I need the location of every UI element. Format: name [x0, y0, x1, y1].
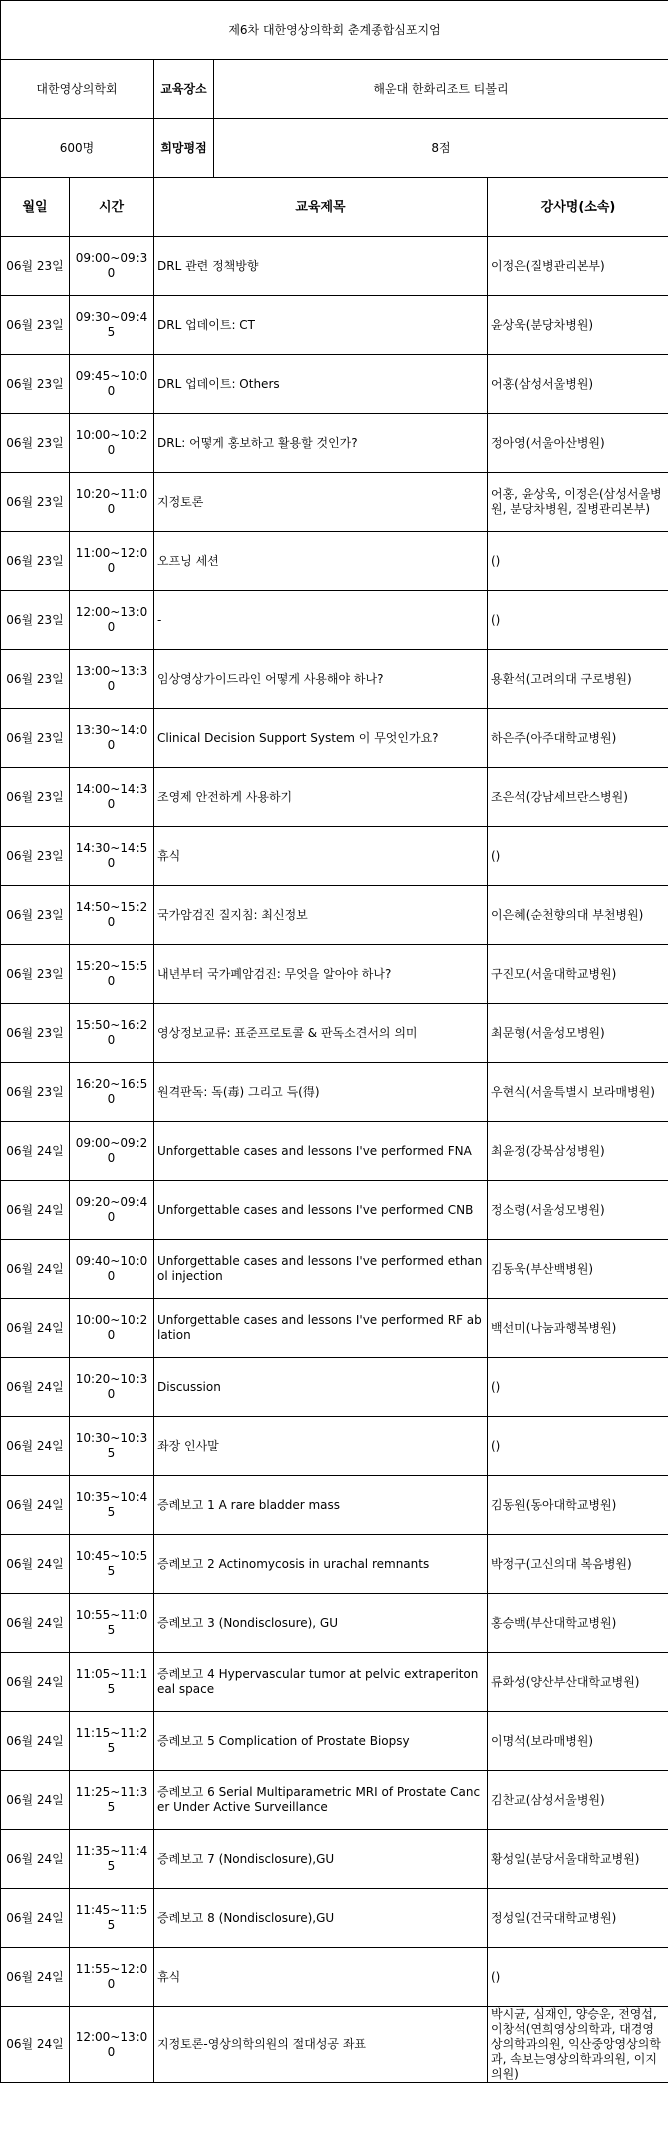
- schedule-body: [1, 237, 668, 2083]
- row-subject: 증례보고 8 (Nondisclosure),GU: [154, 1889, 488, 1948]
- row-date: 06월 24일: [1, 1889, 70, 1948]
- row-subject: 증례보고 2 Actinomycosis in urachal remnants: [154, 1535, 488, 1594]
- row-subject: 지정토론: [154, 473, 488, 532]
- row-speaker: (): [488, 1358, 668, 1417]
- table-row: [1, 1476, 668, 1535]
- organizer: 대한영상의학회: [1, 60, 154, 119]
- row-speaker: 백선미(나눔과행복병원): [488, 1299, 668, 1358]
- row-time: 12:00~13:00: [70, 2007, 154, 2083]
- row-date: 06월 24일: [1, 1122, 70, 1181]
- row-subject: 증례보고 7 (Nondisclosure),GU: [154, 1830, 488, 1889]
- row-date: 06월 24일: [1, 1948, 70, 2007]
- row-time: 10:20~11:00: [70, 473, 154, 532]
- row-speaker: 이은혜(순천향의대 부천병원): [488, 886, 668, 945]
- row-speaker: 최윤정(강북삼성병원): [488, 1122, 668, 1181]
- row-date: 06월 24일: [1, 1712, 70, 1771]
- row-speaker: 박정구(고신의대 복음병원): [488, 1535, 668, 1594]
- row-subject: Discussion: [154, 1358, 488, 1417]
- row-subject: 조영제 안전하게 사용하기: [154, 768, 488, 827]
- row-time: 15:50~16:20: [70, 1004, 154, 1063]
- row-subject: Unforgettable cases and lessons I've performed RF ablation: [154, 1299, 488, 1358]
- row-speaker: 정성일(건국대학교병원): [488, 1889, 668, 1948]
- table-row: [1, 1240, 668, 1299]
- row-time: 10:45~10:55: [70, 1535, 154, 1594]
- table-row: [1, 1063, 668, 1122]
- row-date: 06월 23일: [1, 355, 70, 414]
- row-speaker: 황성일(분당서울대학교병원): [488, 1830, 668, 1889]
- score: 8점: [214, 119, 668, 178]
- table-row: [1, 414, 668, 473]
- row-speaker: 어홍, 윤상욱, 이정은(삼성서울병원, 분당차병원, 질병관리본부): [488, 473, 668, 532]
- row-time: 10:20~10:30: [70, 1358, 154, 1417]
- page-title: 제6차 대한영상의학회 춘계종합심포지엄: [1, 1, 668, 60]
- row-time: 13:30~14:00: [70, 709, 154, 768]
- row-subject: Unforgettable cases and lessons I've performed FNA: [154, 1122, 488, 1181]
- row-date: 06월 24일: [1, 1771, 70, 1830]
- row-subject: 증례보고 1 A rare bladder mass: [154, 1476, 488, 1535]
- row-subject: 증례보고 5 Complication of Prostate Biopsy: [154, 1712, 488, 1771]
- row-subject: 휴식: [154, 1948, 488, 2007]
- row-time: 11:45~11:55: [70, 1889, 154, 1948]
- column-header-time: 시간: [70, 178, 154, 237]
- row-date: 06월 24일: [1, 1417, 70, 1476]
- table-row: [1, 296, 668, 355]
- row-subject: 증례보고 3 (Nondisclosure), GU: [154, 1594, 488, 1653]
- row-time: 14:00~14:30: [70, 768, 154, 827]
- row-speaker: 정아영(서울아산병원): [488, 414, 668, 473]
- row-subject: DRL 관련 정책방향: [154, 237, 488, 296]
- table-row: [1, 1653, 668, 1712]
- row-speaker: 이정은(질병관리본부): [488, 237, 668, 296]
- row-date: 06월 23일: [1, 827, 70, 886]
- row-time: 11:15~11:25: [70, 1712, 154, 1771]
- row-subject: 원격판독: 독(毒) 그리고 득(得): [154, 1063, 488, 1122]
- table-row: [1, 1830, 668, 1889]
- row-speaker: 김동욱(부산백병원): [488, 1240, 668, 1299]
- row-speaker: 용환석(고려의대 구로병원): [488, 650, 668, 709]
- row-date: 06월 24일: [1, 1476, 70, 1535]
- table-row: [1, 1712, 668, 1771]
- row-subject: Unforgettable cases and lessons I've performed CNB: [154, 1181, 488, 1240]
- row-time: 09:20~09:40: [70, 1181, 154, 1240]
- row-subject: -: [154, 591, 488, 650]
- table-row: [1, 945, 668, 1004]
- venue-row: [1, 60, 668, 119]
- row-date: 06월 24일: [1, 1181, 70, 1240]
- table-row: [1, 1889, 668, 1948]
- row-time: 14:30~14:50: [70, 827, 154, 886]
- row-time: 12:00~13:00: [70, 591, 154, 650]
- table-row: [1, 473, 668, 532]
- row-time: 09:45~10:00: [70, 355, 154, 414]
- score-row: [1, 119, 668, 178]
- row-subject: DRL 업데이트: Others: [154, 355, 488, 414]
- row-date: 06월 23일: [1, 945, 70, 1004]
- table-row: [1, 532, 668, 591]
- row-speaker: 구진모(서울대학교병원): [488, 945, 668, 1004]
- row-time: 13:00~13:30: [70, 650, 154, 709]
- row-time: 09:40~10:00: [70, 1240, 154, 1299]
- row-speaker: 홍승백(부산대학교병원): [488, 1594, 668, 1653]
- row-time: 10:55~11:05: [70, 1594, 154, 1653]
- row-speaker: (): [488, 591, 668, 650]
- schedule-table: [0, 177, 668, 2083]
- row-subject: Clinical Decision Support System 이 무엇인가요?: [154, 709, 488, 768]
- row-speaker: 윤상욱(분당차병원): [488, 296, 668, 355]
- table-row: [1, 591, 668, 650]
- column-header-subject: 교육제목: [154, 178, 488, 237]
- row-speaker: 하은주(아주대학교병원): [488, 709, 668, 768]
- row-speaker: (): [488, 827, 668, 886]
- title-row: [1, 1, 668, 60]
- table-row: [1, 1594, 668, 1653]
- table-row: [1, 886, 668, 945]
- table-row: [1, 1181, 668, 1240]
- attendance: 600명: [1, 119, 154, 178]
- row-speaker: 김찬교(삼성서울병원): [488, 1771, 668, 1830]
- row-speaker: 류화성(양산부산대학교병원): [488, 1653, 668, 1712]
- row-speaker: 조은석(강남세브란스병원): [488, 768, 668, 827]
- row-date: 06월 23일: [1, 237, 70, 296]
- table-row: [1, 768, 668, 827]
- table-row: [1, 1771, 668, 1830]
- table-row: [1, 1299, 668, 1358]
- row-subject: DRL: 어떻게 홍보하고 활용할 것인가?: [154, 414, 488, 473]
- row-date: 06월 24일: [1, 1535, 70, 1594]
- row-subject: 오프닝 세션: [154, 532, 488, 591]
- column-header-row: [1, 178, 668, 237]
- table-row: [1, 1535, 668, 1594]
- row-time: 10:35~10:45: [70, 1476, 154, 1535]
- table-row: [1, 1004, 668, 1063]
- row-speaker: 김동원(동아대학교병원): [488, 1476, 668, 1535]
- row-time: 10:30~10:35: [70, 1417, 154, 1476]
- row-speaker: 우현식(서울특별시 보라매병원): [488, 1063, 668, 1122]
- symposium-table: [0, 0, 668, 178]
- row-time: 09:00~09:20: [70, 1122, 154, 1181]
- row-date: 06월 23일: [1, 532, 70, 591]
- row-date: 06월 24일: [1, 2007, 70, 2083]
- row-date: 06월 23일: [1, 886, 70, 945]
- row-date: 06월 23일: [1, 709, 70, 768]
- row-speaker: (): [488, 1948, 668, 2007]
- row-subject: 휴식: [154, 827, 488, 886]
- row-speaker: 최문형(서울성모병원): [488, 1004, 668, 1063]
- venue-label: 교육장소: [154, 60, 214, 119]
- table-row: [1, 355, 668, 414]
- row-subject: DRL 업데이트: CT: [154, 296, 488, 355]
- row-date: 06월 23일: [1, 650, 70, 709]
- row-time: 09:00~09:30: [70, 237, 154, 296]
- row-time: 11:00~12:00: [70, 532, 154, 591]
- row-date: 06월 24일: [1, 1653, 70, 1712]
- header-section: [1, 1, 668, 178]
- table-row: [1, 1948, 668, 2007]
- row-subject: 임상영상가이드라인 어떻게 사용해야 하나?: [154, 650, 488, 709]
- row-time: 15:20~15:50: [70, 945, 154, 1004]
- row-subject: 영상정보교류: 표준프로토콜 & 판독소견서의 의미: [154, 1004, 488, 1063]
- table-row: [1, 237, 668, 296]
- row-date: 06월 23일: [1, 1063, 70, 1122]
- table-row: [1, 650, 668, 709]
- row-subject: 국가암검진 질지침: 최신정보: [154, 886, 488, 945]
- venue: 해운대 한화리조트 티볼리: [214, 60, 668, 119]
- row-speaker: (): [488, 1417, 668, 1476]
- column-header-speaker: 강사명(소속): [488, 178, 668, 237]
- row-subject: 내년부터 국가폐암검진: 무엇을 알아야 하나?: [154, 945, 488, 1004]
- row-date: 06월 23일: [1, 1004, 70, 1063]
- row-date: 06월 23일: [1, 414, 70, 473]
- table-row: [1, 827, 668, 886]
- row-speaker: 어홍(삼성서울병원): [488, 355, 668, 414]
- row-time: 11:35~11:45: [70, 1830, 154, 1889]
- row-date: 06월 24일: [1, 1830, 70, 1889]
- column-header-date: 월일: [1, 178, 70, 237]
- row-subject: Unforgettable cases and lessons I've performed ethanol injection: [154, 1240, 488, 1299]
- row-speaker: 정소령(서울성모병원): [488, 1181, 668, 1240]
- row-time: 09:30~09:45: [70, 296, 154, 355]
- row-subject: 지정토론-영상의학의원의 절대성공 좌표: [154, 2007, 488, 2083]
- score-label: 희망평점: [154, 119, 214, 178]
- row-time: 11:05~11:15: [70, 1653, 154, 1712]
- row-date: 06월 23일: [1, 768, 70, 827]
- table-row: [1, 1122, 668, 1181]
- row-date: 06월 24일: [1, 1358, 70, 1417]
- row-time: 10:00~10:20: [70, 414, 154, 473]
- table-row: [1, 1417, 668, 1476]
- row-time: 11:25~11:35: [70, 1771, 154, 1830]
- row-subject: 증례보고 6 Serial Multiparametric MRI of Prostate Cancer Under Active Surveillance: [154, 1771, 488, 1830]
- row-speaker: (): [488, 532, 668, 591]
- table-row: [1, 1358, 668, 1417]
- row-speaker: 박시균, 심재인, 양승운, 전영섭, 이창석(연희영상의학과, 대경영상의학과의원, 익산중앙영상의학과, 속보는영상의학과의원, 이지의원): [488, 2007, 668, 2083]
- row-date: 06월 24일: [1, 1594, 70, 1653]
- row-subject: 좌장 인사말: [154, 1417, 488, 1476]
- row-date: 06월 23일: [1, 296, 70, 355]
- row-date: 06월 24일: [1, 1299, 70, 1358]
- row-date: 06월 24일: [1, 1240, 70, 1299]
- row-date: 06월 23일: [1, 591, 70, 650]
- row-date: 06월 23일: [1, 473, 70, 532]
- row-speaker: 이명석(보라매병원): [488, 1712, 668, 1771]
- row-time: 10:00~10:20: [70, 1299, 154, 1358]
- row-subject: 증례보고 4 Hypervascular tumor at pelvic extraperitoneal space: [154, 1653, 488, 1712]
- table-row: [1, 2007, 668, 2083]
- row-time: 16:20~16:50: [70, 1063, 154, 1122]
- row-time: 11:55~12:00: [70, 1948, 154, 2007]
- table-row: [1, 709, 668, 768]
- row-time: 14:50~15:20: [70, 886, 154, 945]
